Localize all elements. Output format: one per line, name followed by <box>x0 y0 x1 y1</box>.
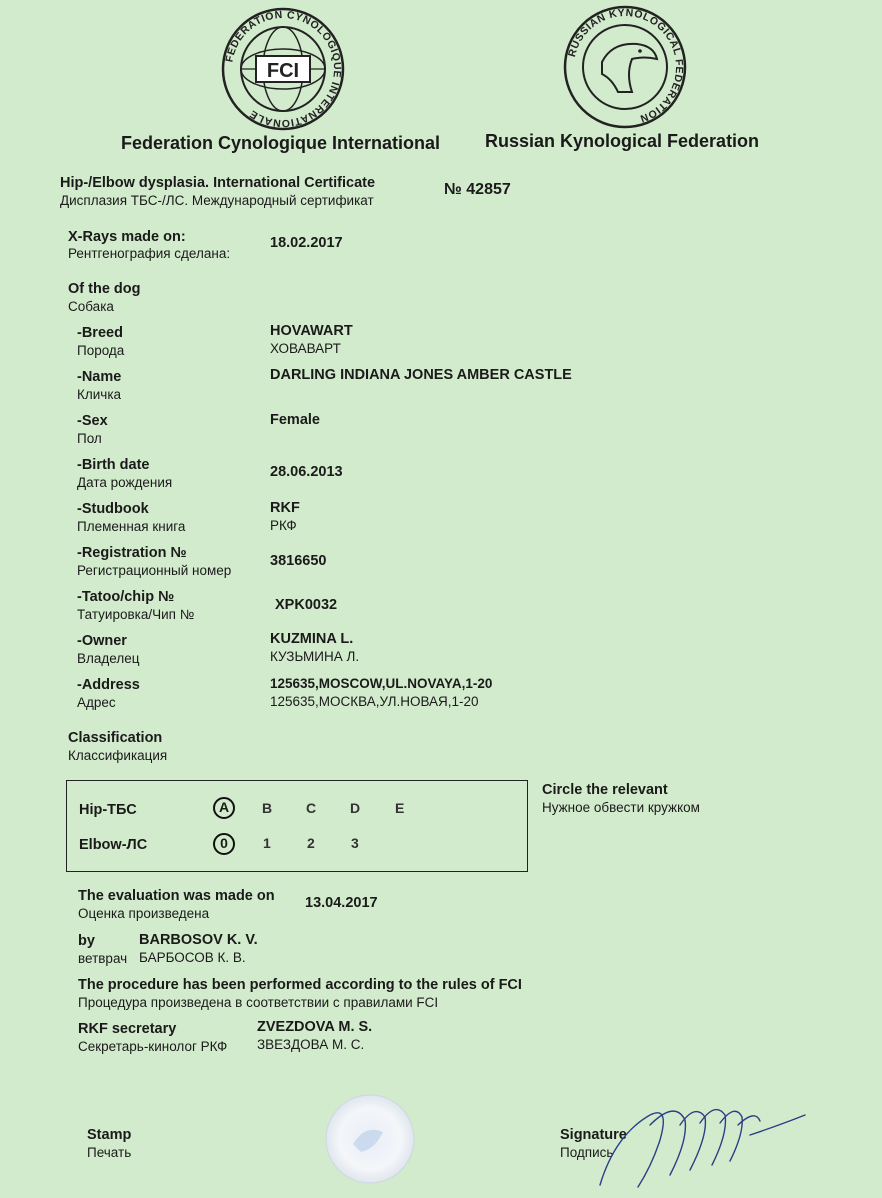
secretary-label-ru: Секретарь-кинолог РКФ <box>78 1039 228 1054</box>
field-label-en: -Breed <box>77 325 123 341</box>
hip-label: Hip-ТБС <box>79 802 137 818</box>
hip-grade[interactable]: E <box>395 800 405 816</box>
secretary-label-en: RKF secretary <box>78 1021 177 1037</box>
elbow-grade[interactable]: 3 <box>351 835 359 851</box>
field-label-ru: Кличка <box>77 387 122 402</box>
hologram-stamp-icon <box>325 1094 415 1184</box>
hip-grade[interactable]: B <box>262 800 273 816</box>
evaluation-label-ru: Оценка произведена <box>78 906 210 921</box>
classification-label-ru: Классификация <box>68 748 168 763</box>
studbook-value-en: RKF <box>270 500 300 516</box>
owner-value-en: KUZMINA L. <box>270 631 354 647</box>
birth-date-value: 28.06.2013 <box>270 464 343 480</box>
field-label-ru: Дата рождения <box>77 475 173 490</box>
field-label-en: -Owner <box>77 633 127 649</box>
field-label-en: -Tatoo/chip № <box>77 589 175 605</box>
xray-label-en: X-Rays made on: <box>68 229 186 245</box>
address-value-ru: 125635,МОСКВА,УЛ.НОВАЯ,1-20 <box>270 694 479 709</box>
evaluation-date: 13.04.2017 <box>305 895 378 911</box>
rkf-name: Russian Kynological Federation <box>485 131 760 151</box>
secretary-name-ru: ЗВЕЗДОВА М. С. <box>257 1037 365 1052</box>
field-label-en: -Birth date <box>77 457 150 473</box>
owner-value-ru: КУЗЬМИНА Л. <box>270 649 360 664</box>
evaluation-label-en: The evaluation was made on <box>78 888 275 904</box>
breed-value-ru: ХОВАВАРТ <box>270 341 341 356</box>
field-label-ru: Владелец <box>77 651 140 666</box>
fci-seal-lettering: FEDERATION CYNOLOGIQUE INTERNATIONALE <box>223 8 344 130</box>
signature-label-en: Signature <box>560 1127 627 1143</box>
dog-name-value: DARLING INDIANA JONES AMBER CASTLE <box>270 367 572 383</box>
secretary-name-en: ZVEZDOVA M. S. <box>257 1019 373 1035</box>
fci-seal-icon <box>220 6 346 132</box>
dog-section-ru: Собака <box>68 299 114 314</box>
chip-value: XPK0032 <box>275 597 338 613</box>
by-label-ru: ветврач <box>78 951 128 966</box>
breed-value-en: HOVAWART <box>270 323 353 339</box>
certificate-title-en: Hip-/Elbow dysplasia. International Certificate <box>60 175 376 191</box>
classification-label-en: Classification <box>68 730 163 746</box>
by-label-en: by <box>78 933 95 949</box>
field-label-ru: Порода <box>77 343 125 358</box>
certificate-title-ru: Дисплазия ТБС-/ЛС. Международный сертификат <box>60 193 374 208</box>
field-label-ru: Регистрационный номер <box>77 563 232 578</box>
circle-note-en: Circle the relevant <box>542 782 668 798</box>
field-label-ru: Пол <box>77 431 102 446</box>
signature-label-ru: Подпись <box>560 1145 614 1160</box>
sex-value: Female <box>270 412 320 428</box>
rkf-seal-lettering: RUSSIAN KYNOLOGICAL FEDERATION <box>566 6 686 125</box>
field-label-en: -Registration № <box>77 545 187 561</box>
field-label-en: -Name <box>77 369 122 385</box>
address-value-en: 125635,MOSCOW,UL.NOVAYA,1-20 <box>270 676 493 691</box>
elbow-grade[interactable]: 1 <box>263 835 271 851</box>
xray-label-ru: Рентгенография сделана: <box>68 246 231 261</box>
rkf-seal-icon <box>562 4 688 130</box>
hip-grade-selected[interactable]: A <box>213 797 235 819</box>
elbow-grade-selected[interactable]: 0 <box>213 833 235 855</box>
handwritten-signature-icon <box>590 1095 820 1195</box>
field-label-ru: Татуировка/Чип № <box>77 607 195 622</box>
fci-name: Federation Cynologique International <box>121 133 441 153</box>
stamp-label-ru: Печать <box>87 1145 132 1160</box>
field-label-en: -Sex <box>77 413 108 429</box>
vet-name-ru: БАРБОСОВ К. В. <box>139 950 246 965</box>
vet-name-en: BARBOSOV K. V. <box>139 932 258 948</box>
certificate-number: № 42857 <box>444 181 511 198</box>
field-label-en: -Studbook <box>77 501 149 517</box>
stamp-label-en: Stamp <box>87 1127 132 1143</box>
procedure-text-en: The procedure has been performed according to the rules of FCI <box>78 977 522 993</box>
field-label-ru: Адрес <box>77 695 116 710</box>
registration-value: 3816650 <box>270 553 327 569</box>
hip-grade[interactable]: C <box>306 800 317 816</box>
fci-seal-center: FCI <box>266 60 300 82</box>
elbow-grade[interactable]: 2 <box>307 835 315 851</box>
elbow-label: Elbow-ЛС <box>79 837 148 853</box>
studbook-value-ru: РКФ <box>270 518 297 533</box>
classification-box <box>66 780 528 872</box>
dog-section-en: Of the dog <box>68 281 141 297</box>
field-label-ru: Племенная книга <box>77 519 186 534</box>
field-label-en: -Address <box>77 677 140 693</box>
hip-grade[interactable]: D <box>350 800 361 816</box>
xray-date: 18.02.2017 <box>270 235 343 251</box>
procedure-text-ru: Процедура произведена в соответствии с правилами FCI <box>78 995 439 1010</box>
circle-note-ru: Нужное обвести кружком <box>542 800 700 815</box>
